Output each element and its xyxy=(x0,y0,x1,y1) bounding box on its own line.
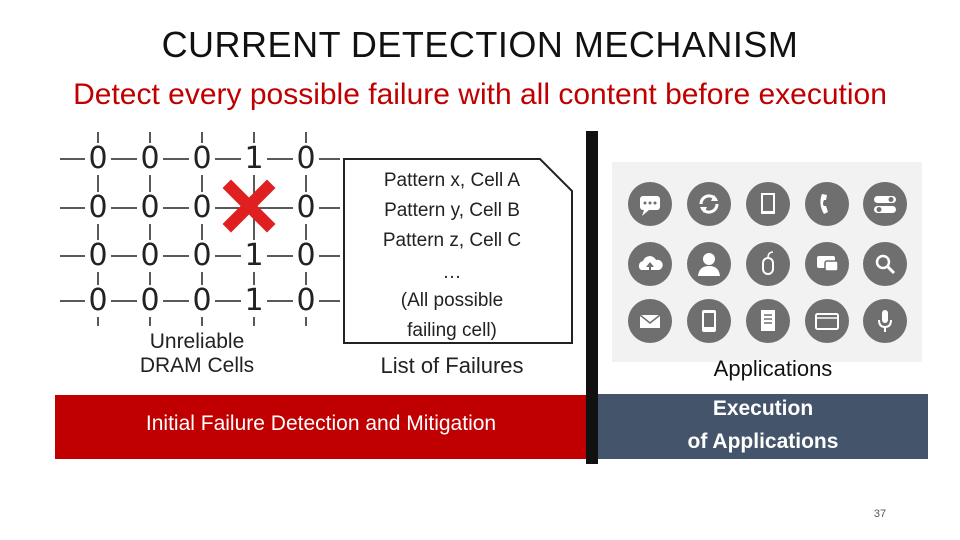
chat-bubble-icon xyxy=(628,182,672,226)
dram-cell: 0 xyxy=(85,143,111,175)
dram-cell: 0 xyxy=(137,192,163,224)
applications-caption: Applications xyxy=(713,356,833,381)
failure-list-item: Pattern z, Cell C xyxy=(382,230,522,251)
execution-label-line2: of Applications xyxy=(687,430,839,453)
dram-cell-grid xyxy=(60,128,340,328)
dram-cell: 0 xyxy=(85,285,111,317)
dram-cell: 0 xyxy=(293,192,319,224)
dram-cell: 0 xyxy=(293,240,319,272)
dram-cell: 0 xyxy=(189,240,215,272)
applications-icon-panel xyxy=(612,162,922,362)
dram-cell: 0 xyxy=(293,143,319,175)
initial-detection-label: Initial Failure Detection and Mitigation xyxy=(145,412,497,435)
page-number: 37 xyxy=(873,508,887,520)
slide-subtitle: Detect every possible failure with all content before execution xyxy=(73,78,887,111)
dram-cell: 0 xyxy=(189,192,215,224)
magnifier-icon xyxy=(863,242,907,286)
failure-list-item: failing cell) xyxy=(407,320,497,341)
dram-cell: 0 xyxy=(189,285,215,317)
phase-divider xyxy=(586,131,598,464)
book-icon xyxy=(746,182,790,226)
failure-list-item: (All possible xyxy=(400,290,504,311)
dram-cell: 0 xyxy=(293,285,319,317)
dram-cell: 0 xyxy=(137,285,163,317)
user-icon xyxy=(687,242,731,286)
toggle-icon xyxy=(863,182,907,226)
document-icon xyxy=(746,299,790,343)
browser-icon xyxy=(805,299,849,343)
dram-cell: 0 xyxy=(85,192,111,224)
phone-icon xyxy=(805,182,849,226)
mobile-device-icon xyxy=(687,299,731,343)
dram-cell: 1 xyxy=(241,240,267,272)
dram-cell: 1 xyxy=(241,143,267,175)
execution-label-line1: Execution xyxy=(712,397,814,420)
dram-cell: 0 xyxy=(189,143,215,175)
dram-cells-caption xyxy=(112,330,282,378)
dram-cells-caption-line1: Unreliable xyxy=(149,330,245,353)
dram-cell: 0 xyxy=(85,240,111,272)
dram-cells-caption-line2: DRAM Cells xyxy=(139,354,255,377)
failure-list-item: Pattern y, Cell B xyxy=(384,200,520,221)
dram-cell: 0 xyxy=(137,143,163,175)
failed-cell-x-icon xyxy=(221,178,277,234)
slide-title: CURRENT DETECTION MECHANISM xyxy=(161,24,799,65)
cloud-upload-icon xyxy=(628,242,672,286)
dram-cell: 1 xyxy=(241,285,267,317)
failure-list-item: … xyxy=(442,262,462,283)
mouse-icon xyxy=(746,242,790,286)
dram-cell: 0 xyxy=(137,240,163,272)
failure-list-item: Pattern x, Cell A xyxy=(383,170,521,191)
mail-icon xyxy=(628,299,672,343)
sync-icon xyxy=(687,182,731,226)
microphone-icon xyxy=(863,299,907,343)
chat-icon xyxy=(805,242,849,286)
failure-list-caption: List of Failures xyxy=(380,353,524,378)
